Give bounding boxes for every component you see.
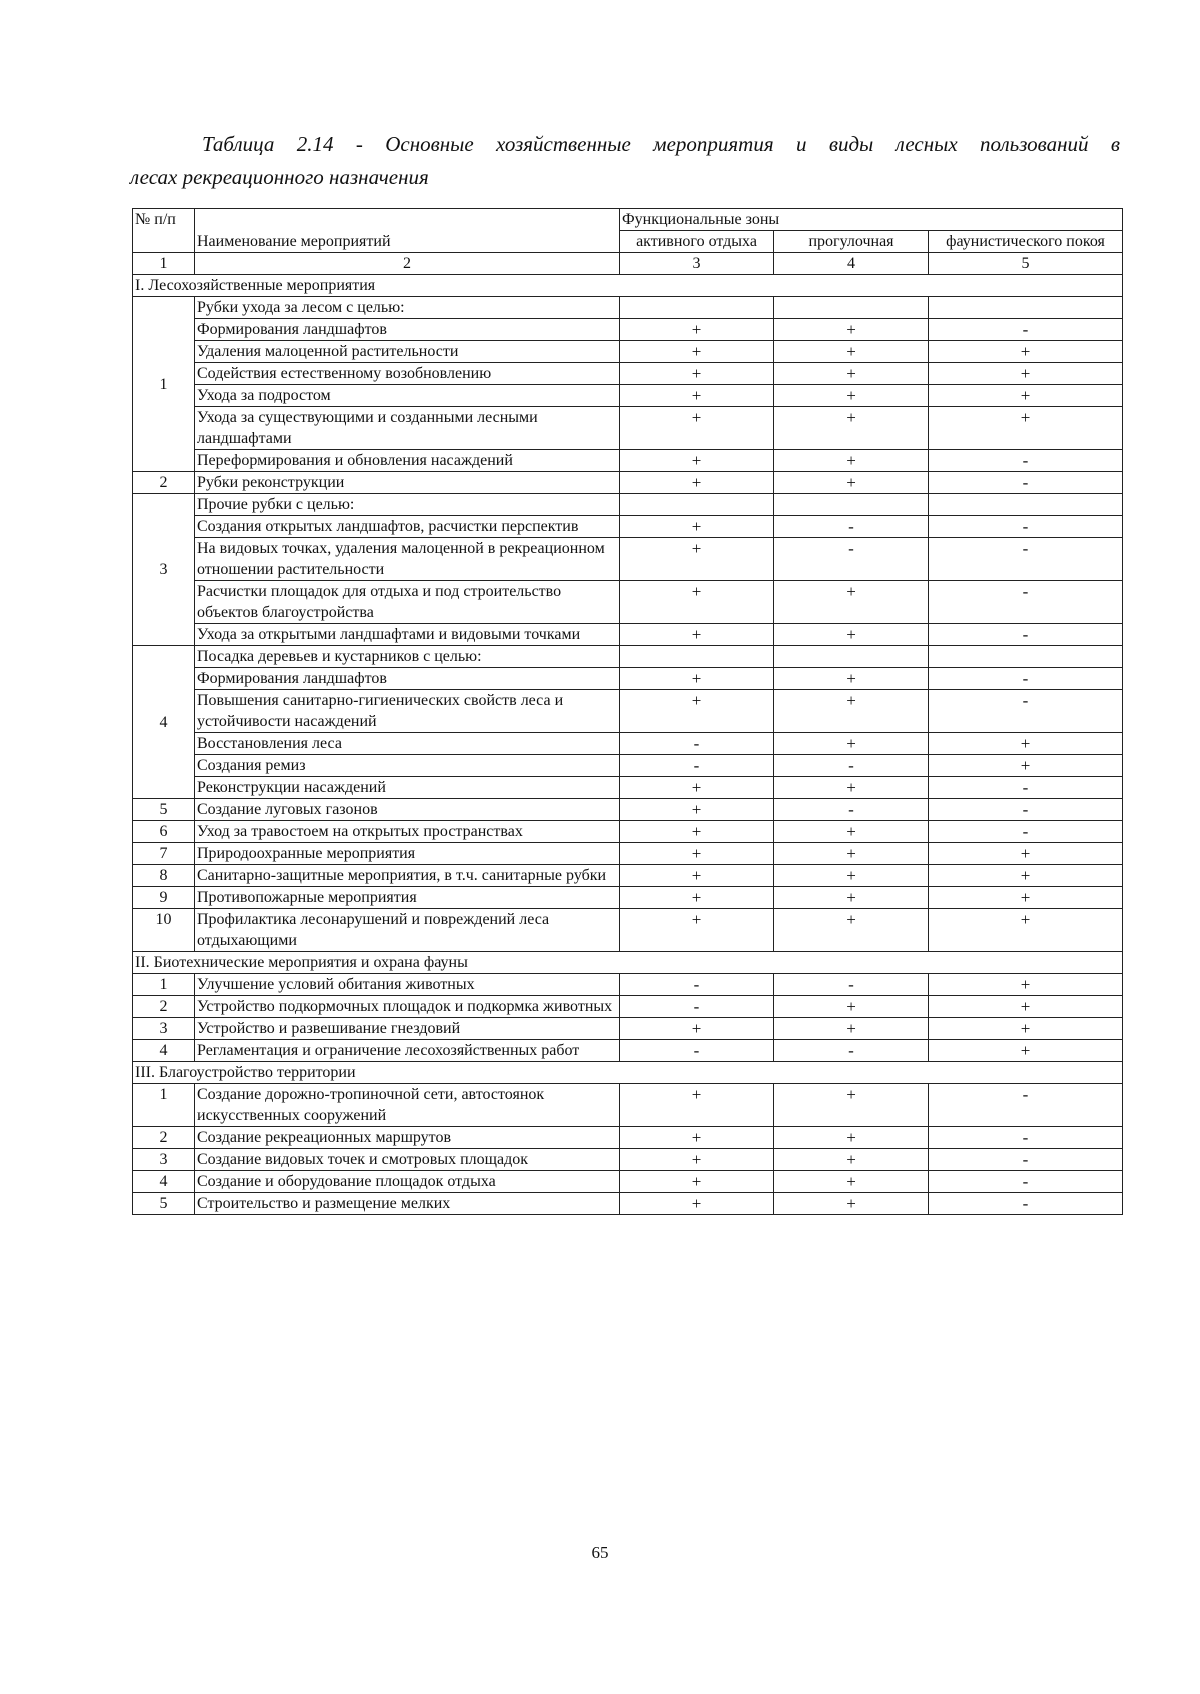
zone-fauna-rest-value: + [929, 843, 1123, 865]
zone-fauna-rest-value: - [929, 1193, 1123, 1215]
row-number: 2 [133, 1127, 195, 1149]
zone-active-rest-value: + [620, 450, 774, 472]
row-number: 7 [133, 843, 195, 865]
zone-walking-value: + [774, 450, 929, 472]
zone-fauna-rest-value: + [929, 363, 1123, 385]
activity-name: Создание дорожно-тропиночной сети, автостоянок искусственных сооружений [195, 1084, 620, 1127]
section-heading: II. Биотехнические мероприятия и охрана фауны [133, 952, 1123, 974]
table-row [133, 624, 1123, 646]
activity-name: Содействия естественному возобновлению [195, 363, 620, 385]
activity-name: Создание луговых газонов [195, 799, 620, 821]
zone-walking-value: + [774, 843, 929, 865]
header-zones: Функциональные зоны [620, 209, 1123, 231]
table-row [133, 974, 1123, 996]
zone-walking-value: - [774, 1040, 929, 1062]
zone-fauna-rest-value: - [929, 668, 1123, 690]
table-row [133, 341, 1123, 363]
zone-walking-value: + [774, 341, 929, 363]
row-number: 4 [133, 1040, 195, 1062]
zone-walking-value: + [774, 733, 929, 755]
table-row [133, 821, 1123, 843]
caption-line-1: Таблица 2.14 - Основные хозяйственные мероприятия и виды лесных пользований в [202, 132, 1120, 156]
table-caption [130, 128, 1120, 194]
zone-fauna-rest-value: + [929, 755, 1123, 777]
activity-name: Посадка деревьев и кустарников с целью: [195, 646, 620, 668]
zone-active-rest-value: + [620, 363, 774, 385]
table-row [133, 516, 1123, 538]
zone-active-rest-value: + [620, 1171, 774, 1193]
section-heading: III. Благоустройство территории [133, 1062, 1123, 1084]
table-row [133, 297, 1123, 319]
table-row [133, 865, 1123, 887]
zone-walking-value: + [774, 668, 929, 690]
activity-name: Ухода за существующими и созданными лесными ландшафтами [195, 407, 620, 450]
activity-name: Прочие рубки с целью: [195, 494, 620, 516]
zone-fauna-rest-value [929, 297, 1123, 319]
zone-active-rest-value: + [620, 385, 774, 407]
activity-name: Улучшение условий обитания животных [195, 974, 620, 996]
zone-fauna-rest-value: - [929, 1149, 1123, 1171]
zone-active-rest-value: + [620, 821, 774, 843]
zone-active-rest-value: + [620, 1018, 774, 1040]
activity-name: Создание рекреационных маршрутов [195, 1127, 620, 1149]
activity-name: Уход за травостоем на открытых пространствах [195, 821, 620, 843]
zone-active-rest-value: + [620, 1084, 774, 1127]
zone-active-rest-value: + [620, 799, 774, 821]
table-row [133, 363, 1123, 385]
row-number: 3 [133, 494, 195, 646]
row-number: 1 [133, 974, 195, 996]
row-number: 1 [133, 1084, 195, 1127]
table-row [133, 690, 1123, 733]
zone-active-rest-value: + [620, 1127, 774, 1149]
zone-walking-value: + [774, 690, 929, 733]
zone-active-rest-value: + [620, 516, 774, 538]
activity-name: Реконструкции насаждений [195, 777, 620, 799]
table-row [133, 887, 1123, 909]
zone-active-rest-value: + [620, 909, 774, 952]
zone-fauna-rest-value: - [929, 581, 1123, 624]
zone-walking-value: + [774, 996, 929, 1018]
zone-fauna-rest-value [929, 646, 1123, 668]
table-row [133, 733, 1123, 755]
activity-name: Создание видовых точек и смотровых площадок [195, 1149, 620, 1171]
activity-name: Профилактика лесонарушений и повреждений леса отдыхающими [195, 909, 620, 952]
zone-fauna-rest-value: + [929, 887, 1123, 909]
zone-walking-value: + [774, 319, 929, 341]
activity-name: Удаления малоценной растительности [195, 341, 620, 363]
zone-walking-value: + [774, 1193, 929, 1215]
zone-walking-value: - [774, 755, 929, 777]
zone-fauna-rest-value: - [929, 472, 1123, 494]
zone-fauna-rest-value: - [929, 516, 1123, 538]
header-row-1 [133, 209, 1123, 231]
activity-name: Создание и оборудование площадок отдыха [195, 1171, 620, 1193]
activity-name: Переформирования и обновления насаждений [195, 450, 620, 472]
caption-line-2: лесах рекреационного назначения [130, 165, 429, 189]
row-number: 3 [133, 1018, 195, 1040]
zone-active-rest-value: + [620, 1149, 774, 1171]
table-row [133, 646, 1123, 668]
activity-name: Рубки ухода за лесом с целью: [195, 297, 620, 319]
zone-fauna-rest-value: - [929, 799, 1123, 821]
zone-walking-value: - [774, 538, 929, 581]
zone-active-rest-value: + [620, 777, 774, 799]
activity-name: Повышения санитарно-гигиенических свойств леса и устойчивости насаждений [195, 690, 620, 733]
activity-name: Устройство подкормочных площадок и подкормка животных [195, 996, 620, 1018]
page-number: 65 [591, 1543, 609, 1562]
zone-fauna-rest-value: - [929, 690, 1123, 733]
activity-name: Расчистки площадок для отдыха и под строительство объектов благоустройства [195, 581, 620, 624]
header-zone-walking: прогулочная [774, 231, 929, 253]
zone-walking-value: + [774, 777, 929, 799]
zone-fauna-rest-value: + [929, 407, 1123, 450]
header-num: № п/п [133, 209, 195, 253]
zone-active-rest-value: + [620, 865, 774, 887]
zone-fauna-rest-value: - [929, 450, 1123, 472]
zone-walking-value: - [774, 799, 929, 821]
zone-active-rest-value: - [620, 1040, 774, 1062]
zone-active-rest-value: + [620, 1193, 774, 1215]
table-row [133, 581, 1123, 624]
activity-name: Создания открытых ландшафтов, расчистки перспектив [195, 516, 620, 538]
zone-walking-value: + [774, 385, 929, 407]
section-row [133, 952, 1123, 974]
zone-active-rest-value: + [620, 668, 774, 690]
activity-name: Ухода за открытыми ландшафтами и видовыми точками [195, 624, 620, 646]
table-row [133, 777, 1123, 799]
section-heading: I. Лесохозяйственные мероприятия [133, 275, 1123, 297]
table-row [133, 1193, 1123, 1215]
zone-active-rest-value: - [620, 755, 774, 777]
zone-fauna-rest-value: + [929, 974, 1123, 996]
zone-walking-value: + [774, 1127, 929, 1149]
zone-walking-value [774, 494, 929, 516]
zone-fauna-rest-value: - [929, 1127, 1123, 1149]
row-number: 2 [133, 996, 195, 1018]
zone-walking-value: + [774, 624, 929, 646]
zone-walking-value: + [774, 865, 929, 887]
zone-walking-value: + [774, 1018, 929, 1040]
row-number: 2 [133, 472, 195, 494]
header-name: Наименование мероприятий [195, 231, 620, 253]
activity-name: Регламентация и ограничение лесохозяйственных работ [195, 1040, 620, 1062]
zone-walking-value: - [774, 974, 929, 996]
zone-walking-value [774, 646, 929, 668]
row-number: 3 [133, 1149, 195, 1171]
zone-walking-value [774, 297, 929, 319]
row-number: 4 [133, 646, 195, 799]
zone-fauna-rest-value: - [929, 1171, 1123, 1193]
table-row [133, 494, 1123, 516]
zone-walking-value: + [774, 1149, 929, 1171]
zone-walking-value: + [774, 909, 929, 952]
zone-active-rest-value: + [620, 472, 774, 494]
column-number: 4 [774, 253, 929, 275]
table-row [133, 1127, 1123, 1149]
table-row [133, 755, 1123, 777]
zone-active-rest-value: + [620, 407, 774, 450]
table-row [133, 996, 1123, 1018]
activity-name: Устройство и развешивание гнездовий [195, 1018, 620, 1040]
activity-name: Противопожарные мероприятия [195, 887, 620, 909]
row-number: 4 [133, 1171, 195, 1193]
row-number: 1 [133, 297, 195, 472]
table-row [133, 1149, 1123, 1171]
zone-fauna-rest-value: - [929, 777, 1123, 799]
zone-fauna-rest-value: - [929, 538, 1123, 581]
column-number: 1 [133, 253, 195, 275]
zone-active-rest-value: + [620, 581, 774, 624]
table-row [133, 1040, 1123, 1062]
section-row [133, 275, 1123, 297]
table-row [133, 450, 1123, 472]
activity-name: Формирования ландшафтов [195, 319, 620, 341]
activity-name: Формирования ландшафтов [195, 668, 620, 690]
row-number: 5 [133, 799, 195, 821]
table-row [133, 909, 1123, 952]
table-row [133, 1084, 1123, 1127]
zone-walking-value: + [774, 887, 929, 909]
zone-active-rest-value: + [620, 690, 774, 733]
zone-fauna-rest-value: + [929, 996, 1123, 1018]
zone-walking-value: + [774, 1084, 929, 1127]
table-row [133, 668, 1123, 690]
column-number-row [133, 253, 1123, 275]
column-number: 3 [620, 253, 774, 275]
activity-name: Рубки реконструкции [195, 472, 620, 494]
header-row-2 [133, 231, 1123, 253]
zone-active-rest-value [620, 494, 774, 516]
zone-active-rest-value [620, 297, 774, 319]
row-number: 6 [133, 821, 195, 843]
zone-active-rest-value: + [620, 319, 774, 341]
column-number: 5 [929, 253, 1123, 275]
row-number: 9 [133, 887, 195, 909]
table-row [133, 538, 1123, 581]
activity-name: На видовых точках, удаления малоценной в рекреационном отношении растительности [195, 538, 620, 581]
zone-walking-value: + [774, 1171, 929, 1193]
zone-fauna-rest-value: + [929, 1018, 1123, 1040]
zone-active-rest-value: + [620, 843, 774, 865]
zone-fauna-rest-value: - [929, 319, 1123, 341]
activity-name: Строительство и размещение мелких [195, 1193, 620, 1215]
zone-active-rest-value: + [620, 538, 774, 581]
table-row [133, 319, 1123, 341]
table-row [133, 1018, 1123, 1040]
header-zone-fauna-rest: фаунистического покоя [929, 231, 1123, 253]
activity-name: Создания ремиз [195, 755, 620, 777]
zone-fauna-rest-value: - [929, 821, 1123, 843]
zone-fauna-rest-value: - [929, 624, 1123, 646]
table-row [133, 385, 1123, 407]
zone-active-rest-value [620, 646, 774, 668]
zone-active-rest-value: + [620, 341, 774, 363]
zone-active-rest-value: - [620, 974, 774, 996]
activity-name: Восстановления леса [195, 733, 620, 755]
zone-walking-value: + [774, 821, 929, 843]
zone-fauna-rest-value [929, 494, 1123, 516]
activity-name: Природоохранные мероприятия [195, 843, 620, 865]
zone-walking-value: + [774, 581, 929, 624]
table-row [133, 472, 1123, 494]
table-row [133, 1171, 1123, 1193]
section-row [133, 1062, 1123, 1084]
zone-fauna-rest-value: + [929, 733, 1123, 755]
zone-walking-value: + [774, 407, 929, 450]
table-row [133, 799, 1123, 821]
header-zone-active-rest: активного отдыха [620, 231, 774, 253]
table-row [133, 407, 1123, 450]
zone-fauna-rest-value: + [929, 385, 1123, 407]
activity-name: Ухода за подростом [195, 385, 620, 407]
zone-active-rest-value: - [620, 996, 774, 1018]
zone-fauna-rest-value: + [929, 865, 1123, 887]
row-number: 10 [133, 909, 195, 952]
activity-name: Санитарно-защитные мероприятия, в т.ч. санитарные рубки [195, 865, 620, 887]
column-number: 2 [195, 253, 620, 275]
row-number: 8 [133, 865, 195, 887]
activities-table [132, 208, 1123, 1215]
zone-fauna-rest-value: + [929, 909, 1123, 952]
header-name-top [195, 209, 620, 231]
zone-walking-value: + [774, 472, 929, 494]
row-number: 5 [133, 1193, 195, 1215]
zone-walking-value: + [774, 363, 929, 385]
table-row [133, 843, 1123, 865]
zone-active-rest-value: + [620, 887, 774, 909]
zone-fauna-rest-value: - [929, 1084, 1123, 1127]
zone-fauna-rest-value: + [929, 341, 1123, 363]
zone-walking-value: - [774, 516, 929, 538]
zone-fauna-rest-value: + [929, 1040, 1123, 1062]
zone-active-rest-value: - [620, 733, 774, 755]
zone-active-rest-value: + [620, 624, 774, 646]
